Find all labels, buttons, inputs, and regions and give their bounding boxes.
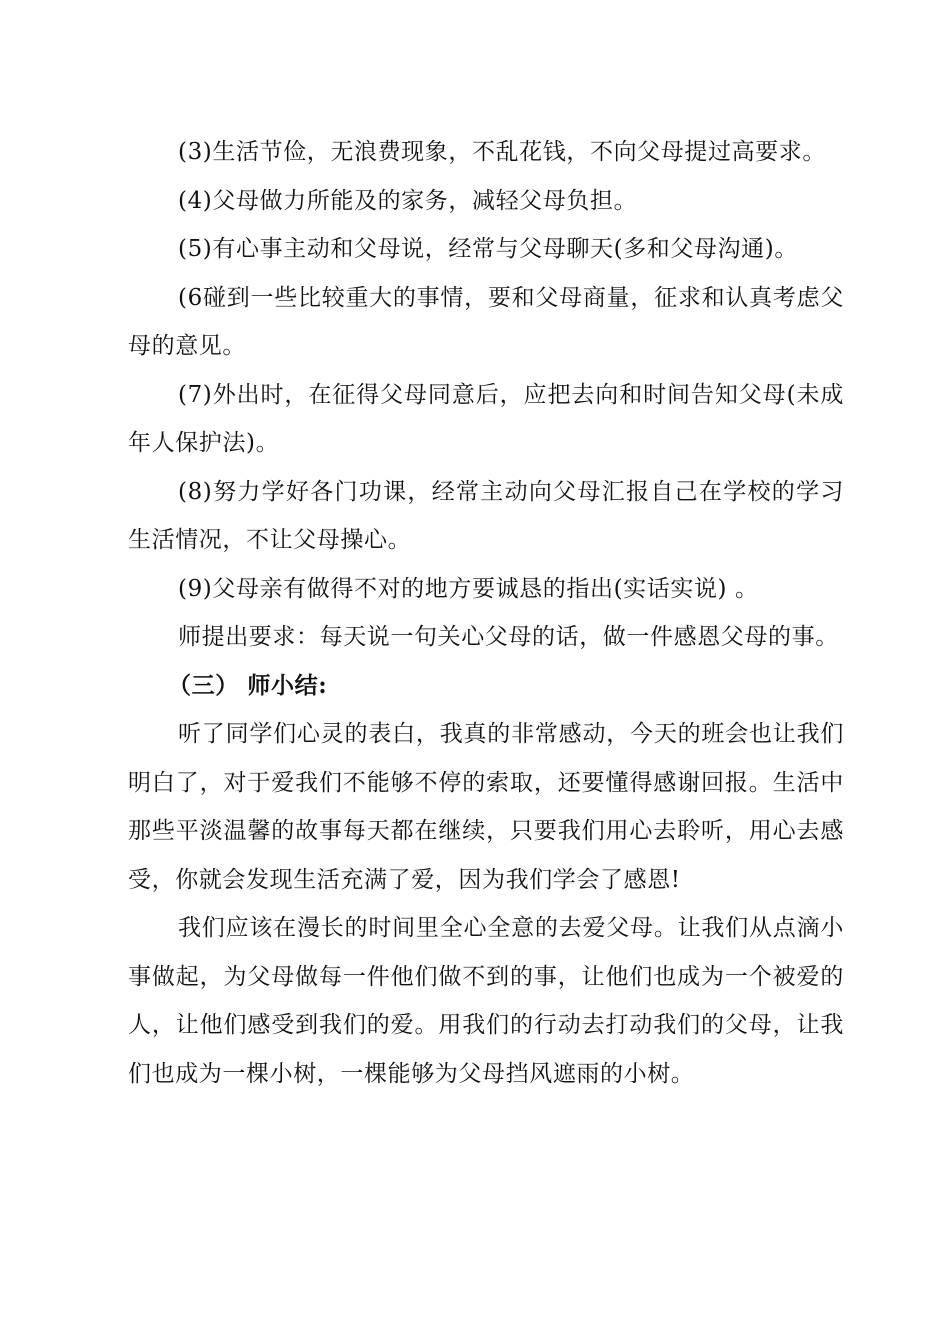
section-heading: （三） 师小结: <box>168 671 328 699</box>
list-item-6: (6碰到一些比较重大的事情，要和父母商量，征求和认真考虑父母的意见。 <box>128 284 844 359</box>
list-item-5: (5)有心事主动和父母说，经常与父母聊天(多和父母沟通)。 <box>178 236 798 262</box>
list-item-8: (8)努力学好各门功课，经常主动向父母汇报自己在学校的学习生活情况，不让父母操心。 <box>128 478 844 553</box>
teacher-requirement: 师提出要求：每天说一句关心父母的话，做一件感恩父母的事。 <box>178 624 839 650</box>
list-item-9: (9)父母亲有做得不对的地方要诚恳的指出(实话实说) 。 <box>178 575 759 602</box>
list-item-7: (7)外出时，在征得父母同意后，应把去向和时间告知父母(未成年人保护法)。 <box>128 381 844 456</box>
summary-paragraph: 听了同学们心灵的表白，我真的非常感动，今天的班会也让我们明白了，对于爱我们不能够不停的索取，还要懂得感谢回报。生活中那些平淡温馨的故事每天都在继续，只要我们用心去聆听，用心去感受，你就会发现生活充满了爱，因为我们学会了感恩! <box>128 721 844 893</box>
list-item-4: (4)父母做力所能及的家务，减轻父母负担。 <box>178 187 638 214</box>
document-body <box>128 128 844 1098</box>
summary-paragraph: 我们应该在漫长的时间里全心全意的去爱父母。让我们从点滴小事做起，为父母做每一件他们做不到的事，让他们也成为一个被爱的人，让他们感受到我们的爱。用我们的行动去打动我们的父母，让我们也成为一棵小树，一棵能够为父母挡风遮雨的小树。 <box>128 915 844 1087</box>
list-item-3: (3)生活节俭，无浪费现象，不乱花钱，不向父母提过高要求。 <box>178 139 826 165</box>
